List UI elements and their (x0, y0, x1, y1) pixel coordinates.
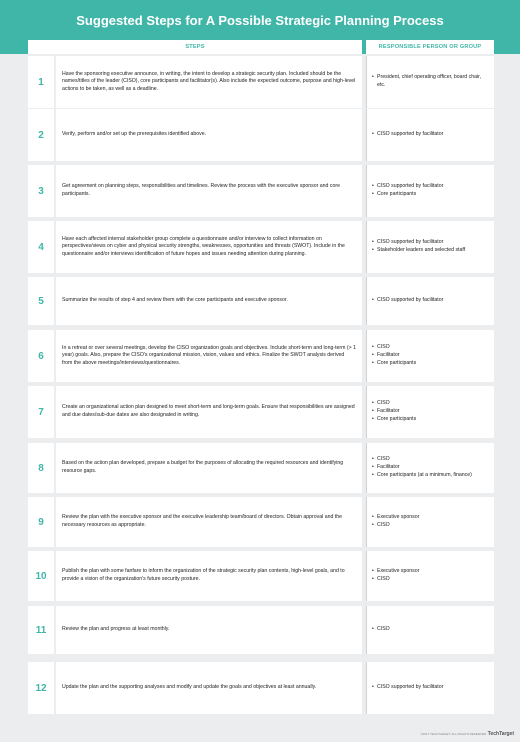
responsible-item: • Stakeholder leaders and selected staff (372, 247, 489, 255)
table-row (28, 277, 494, 325)
responsible-cell (366, 221, 494, 273)
responsible-cell (366, 662, 494, 714)
responsible-cell (366, 386, 494, 438)
responsible-cell (366, 606, 494, 654)
step-number: 1 (28, 56, 54, 108)
responsible-item: • Facilitator (372, 352, 489, 360)
step-number: 3 (28, 165, 54, 217)
step-description: Review the plan and progress at least monthly. (56, 606, 362, 654)
table-row (28, 221, 494, 273)
responsible-item: • Core participants (372, 416, 489, 424)
step-number: 2 (28, 109, 54, 161)
responsible-cell (366, 165, 494, 217)
responsible-item: • Executive sponsor (372, 568, 489, 576)
step-description: Create an organizational action plan designed to meet short-term and long-term goals. Ensure that responsibilities are assigned and due dates/sub-due dates are also designated in writing. (56, 386, 362, 438)
table-row (28, 165, 494, 217)
responsible-item: • Facilitator (372, 464, 489, 472)
step-description: Have each affected internal stakeholder group complete a questionnaire and/or interview to collect information on perspectives/views on cyber and physical security strengths, weaknesses, opportunities and threats (SWOT). Include in the questionnaire and/or interviews identification of future hopes and issues needing attention during planning. (56, 221, 362, 273)
responsible-item: • CISO (372, 400, 489, 408)
table-row (28, 497, 494, 547)
step-description: In a retreat or over several meetings, develop the CISO organization goals and objectives. Include short-term and long-term (> 1 year) goals. Also, prepare the CISO's organizational mission, vision, values and ethics. Finalize the SWOT analysis derived from the above meetings/interviews/questionnaires. (56, 330, 362, 382)
responsible-cell (366, 56, 494, 108)
step-number: 12 (28, 662, 54, 714)
responsible-item: • Executive sponsor (372, 514, 489, 522)
step-number: 8 (28, 443, 54, 493)
responsible-item: • CISO supported by facilitator (372, 239, 489, 247)
responsible-item: • CISO (372, 576, 489, 584)
responsible-cell (366, 277, 494, 325)
responsible-item: • Facilitator (372, 408, 489, 416)
responsible-item: • Core participants (372, 360, 489, 368)
table-row (28, 662, 494, 714)
step-number: 5 (28, 277, 54, 325)
responsible-cell (366, 109, 494, 161)
responsible-item: • CISO supported by facilitator (372, 684, 489, 692)
step-description: Update the plan and the supporting analyses and modify and update the goals and objectives at least annually. (56, 662, 362, 714)
responsible-item: • CISO supported by facilitator (372, 131, 489, 139)
step-number: 6 (28, 330, 54, 382)
responsible-item: • CISO (372, 522, 489, 530)
footer (420, 731, 514, 737)
page-title: Suggested Steps for A Possible Strategic Planning Process (76, 13, 444, 28)
table-row (28, 551, 494, 601)
step-number: 9 (28, 497, 54, 547)
step-number: 10 (28, 551, 54, 601)
table-row (28, 443, 494, 493)
table-row (28, 606, 494, 654)
steps-column-header: STEPS (28, 40, 362, 54)
brand-logo: TechTarget (487, 731, 514, 737)
responsible-item: • CISO (372, 626, 489, 634)
responsible-item: • CISO (372, 344, 489, 352)
step-description: Verify, perform and/or set up the prerequisites identified above. (56, 109, 362, 161)
responsible-item: • CISO supported by facilitator (372, 183, 489, 191)
responsible-item: • Core participants (372, 191, 489, 199)
step-description: Based on the action plan developed, prepare a budget for the purposes of allocating the required resources and identifying resource gaps. (56, 443, 362, 493)
table-row (28, 386, 494, 438)
responsible-cell (366, 330, 494, 382)
step-number: 7 (28, 386, 54, 438)
responsible-item: • Core participants (at a minimum, finance) (372, 472, 489, 480)
responsible-cell (366, 497, 494, 547)
responsible-cell (366, 551, 494, 601)
step-number: 11 (28, 606, 54, 654)
responsible-item: • President, chief operating officer, board chair, etc. (372, 74, 489, 90)
step-description: Have the sponsoring executive announce, in writing, the intent to develop a strategic security plan. Included should be the names/titles of the leader (CISO), core participants and facilitator(s). Also include the expected outcome, purpose and high-level actions to be taken, as well as a deadline. (56, 56, 362, 108)
copyright-text: ©2017 TECHTARGET. ALL RIGHTS RESERVED. (420, 732, 487, 736)
responsible-cell (366, 443, 494, 493)
step-description: Publish the plan with some fanfare to inform the organization of the strategic security plan contents, high-level goals, and to provide a vision of the organization's future security posture. (56, 551, 362, 601)
step-number: 4 (28, 221, 54, 273)
responsible-item: • CISO (372, 456, 489, 464)
responsible-item: • CISO supported by facilitator (372, 297, 489, 305)
table-row (28, 330, 494, 382)
step-description: Get agreement on planning steps, responsibilities and timelines. Review the process with the executive sponsor and core participants. (56, 165, 362, 217)
table-row (28, 56, 494, 108)
step-description: Summarize the results of step 4 and review them with the core participants and executive sponsor. (56, 277, 362, 325)
table-row (28, 109, 494, 161)
responsible-column-header: RESPONSIBLE PERSON OR GROUP (366, 40, 494, 54)
step-description: Review the plan with the executive sponsor and the executive leadership team/board of directors. Obtain approval and the necessary resources as appropriate. (56, 497, 362, 547)
